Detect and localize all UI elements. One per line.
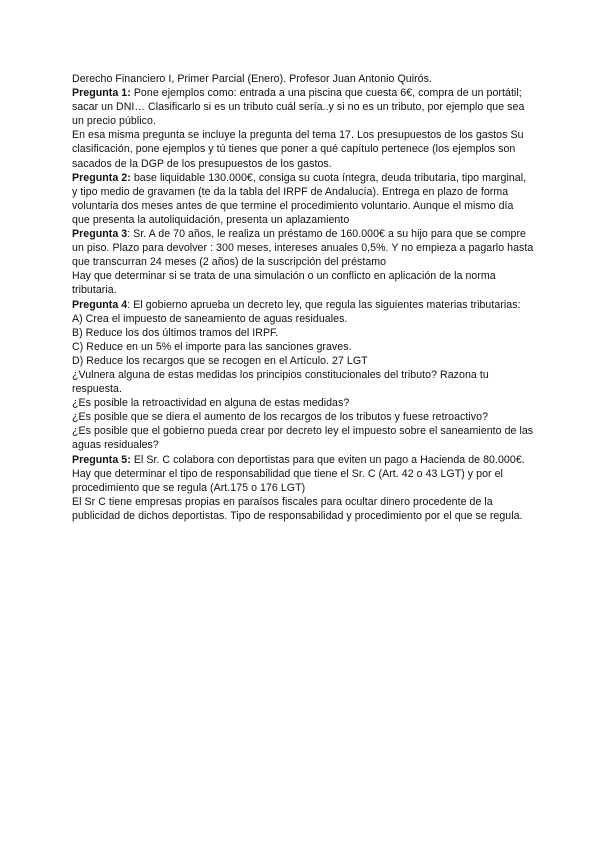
question-4-label: Pregunta 4 bbox=[72, 298, 128, 311]
question-3-text: : Sr. A de 70 años, le realiza un préstamo de 160.000€ a su hijo para que se compre un piso. Plazo para devolver : 300 meses, intereses anuales 0,5%. Y no empieza a pagarlo hasta que transcurran 24 meses (2 años) de la suscripción del préstamo bbox=[72, 228, 534, 269]
question-4-item-b: B) Reduce los dos últimos tramos del IRPF. bbox=[72, 326, 279, 339]
question-5-label: Pregunta 5: bbox=[72, 453, 131, 466]
question-1-extra: En esa misma pregunta se incluye la pregunta del tema 17. Los presupuestos de los gastos Su clasificación, pone ejemplos y tú tienes que poner a qué capítulo pertenece (los ejemplos son sacados de la DGP de los presupuestos de los gastos. bbox=[72, 129, 524, 170]
question-3-label: Pregunta 3 bbox=[72, 228, 128, 241]
question-2 bbox=[72, 171, 534, 227]
question-3 bbox=[72, 227, 534, 269]
question-5-text: El Sr. C colabora con deportistas para que eviten un pago a Hacienda de 80.000€. Hay que determinar el tipo de responsabilidad que tiene el Sr. C (Art. 42 o 43 LGT) y por el procedimiento que se regula (Art.175 o 176 LGT) bbox=[72, 453, 525, 494]
question-4-subquestion-2: ¿Es posible la retroactividad en alguna de estas medidas? bbox=[72, 397, 350, 410]
question-4-text: : El gobierno aprueba un decreto ley, que regula las siguientes materias tributarias: bbox=[127, 298, 521, 311]
question-4-item-a: A) Crea el impuesto de saneamiento de aguas residuales. bbox=[72, 312, 348, 325]
question-4-item-d: D) Reduce los recargos que se recogen en el Artículo. 27 LGT bbox=[72, 354, 368, 367]
question-5-extra: El Sr C tiene empresas propias en paraísos fiscales para ocultar dinero procedente de la publicidad de dichos deportistas. Tipo de responsabilidad y procedimiento por el que se regula. bbox=[72, 495, 523, 522]
question-4-subquestion-3: ¿Es posible que se diera el aumento de los recargos de los tributos y fuese retroactivo? bbox=[72, 411, 489, 424]
question-4-subquestion-4: ¿Es posible que el gobierno pueda crear por decreto ley el impuesto sobre el saneamiento de las aguas residuales? bbox=[72, 425, 534, 452]
question-3-extra: Hay que determinar si se trata de una simulación o un conflicto en aplicación de la norma tributaria. bbox=[72, 270, 496, 297]
question-4-subquestion-1: ¿Vulnera alguna de estas medidas los principios constitucionales del tributo? Razona tu respuesta. bbox=[72, 368, 489, 396]
question-4 bbox=[72, 298, 534, 312]
question-5 bbox=[72, 453, 534, 495]
question-2-text: base liquidable 130.000€, consiga su cuota íntegra, deuda tributaria, tipo marginal, y tipo medio de gravamen (te da la tabla del IRPF de Andalucía). Entrega en plazo de forma voluntaria dos meses antes de que termine el procedimiento voluntario. Aunque el mismo día que presenta la autoliquidación, presenta un aplazamiento bbox=[72, 171, 527, 226]
question-1-text: Pone ejemplos como: entrada a una piscina que cuesta 6€, compra de un portátil; sacar un DNI… Clasificarlo si es un tributo cuál sería..y si no es un tributo, por ejemplo que sea un precio público. bbox=[72, 87, 525, 128]
question-4-item-c: C) Reduce en un 5% el importe para las sanciones graves. bbox=[72, 340, 352, 353]
document-page bbox=[72, 72, 534, 523]
question-1-label: Pregunta 1: bbox=[72, 87, 131, 100]
question-1 bbox=[72, 86, 534, 128]
document-header: Derecho Financiero I, Primer Parcial (Enero). Profesor Juan Antonio Quirós. bbox=[72, 73, 432, 85]
question-2-label: Pregunta 2: bbox=[72, 171, 131, 184]
